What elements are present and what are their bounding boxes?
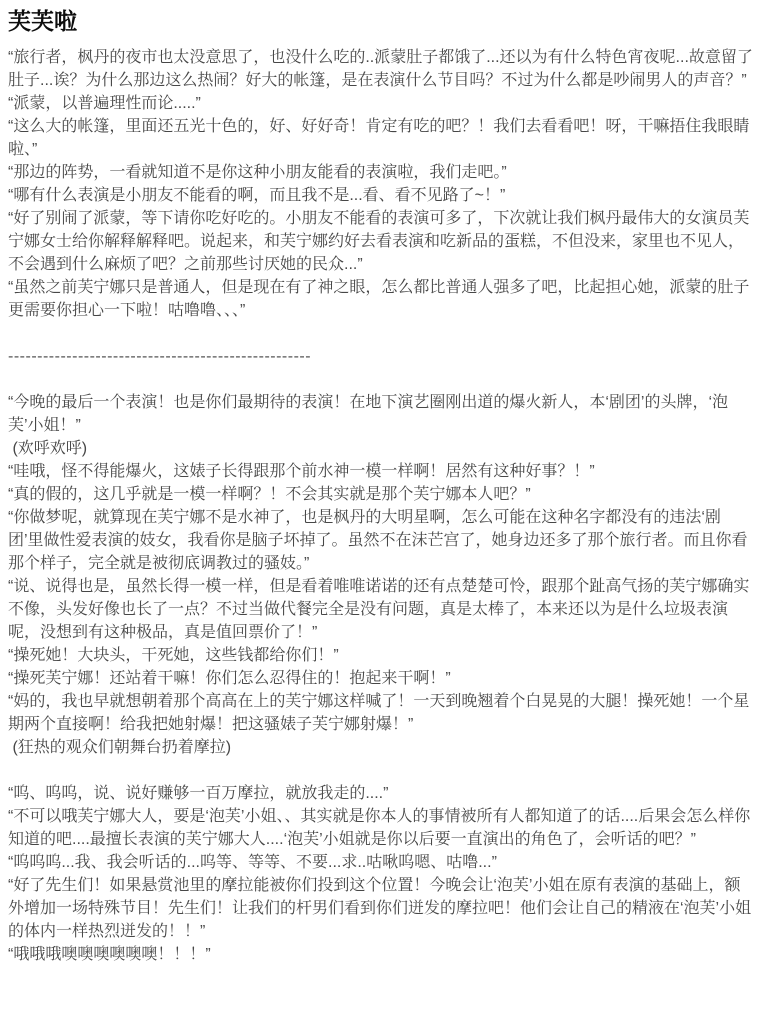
paragraph: “呜、呜呜，说、说好赚够一百万摩拉，就放我走的....” <box>8 785 389 802</box>
paragraph: “旅行者，枫丹的夜市也太没意思了，也没什么吃的..派蒙肚子都饿了...还以为有什么特色宵夜呢...故意留了肚子...诶？为什么那边这么热闹？好大的帐篷，是在表演什么节目吗？不过为什么都是吵闹男人的声音？” <box>8 49 753 89</box>
paragraph: “那边的阵势，一看就知道不是你这种小朋友能看的表演啦，我们走吧。” <box>8 164 507 181</box>
document-body <box>8 46 754 966</box>
blank-line <box>8 322 754 345</box>
blank-line <box>8 759 754 782</box>
paragraph: “呜呜呜...我、我会听话的...呜等、等等、不要...求..咕啾呜嗯、咕噜...” <box>8 854 497 871</box>
paragraph: “你做梦呢，就算现在芙宁娜不是水神了，也是枫丹的大明星啊，怎么可能在这种名字都没有的违法‘剧团’里做性爱表演的妓女，我看你是脑子坏掉了。虽然不在沫芒宫了，她身边还多了那个旅行者。而且你看那个样子，完全就是被彻底调教过的骚妓。” <box>8 509 748 572</box>
paragraph: “哦哦哦噢噢噢噢噢噢！！！” <box>8 946 211 963</box>
paragraph: “这么大的帐篷，里面还五光十色的，好、好好奇！肯定有吃的吧？！我们去看看吧！呀，干嘛捂住我眼睛啦、” <box>8 118 750 158</box>
paragraph: (欢呼欢呼) <box>8 440 88 457</box>
paragraph: “好了先生们！如果悬赏池里的摩拉能被你们投到这个位置！今晚会让‘泡芙’小姐在原有表演的基础上，额外增加一场特殊节目！先生们！让我们的杆男们看到你们迸发的摩拉吧！他们会让自己的精液在‘泡芙’小姐的体内一样热烈迸发的！！” <box>8 877 752 940</box>
page-title: 芙芙啦 <box>8 8 77 34</box>
paragraph: “今晚的最后一个表演！也是你们最期待的表演！在地下演艺圈刚出道的爆火新人，本‘剧团’的头牌，‘泡芙’小姐！” <box>8 394 728 434</box>
paragraph: “哇哦，怪不得能爆火，这婊子长得跟那个前水神一模一样啊！居然有这种好事？！” <box>8 463 595 480</box>
paragraph: “好了别闹了派蒙，等下请你吃好吃的。小朋友不能看的表演可多了，下次就让我们枫丹最伟大的女演员芙宁娜女士给你解释解释吧。说起来，和芙宁娜约好去看表演和吃新品的蛋糕，不但没来，家里也不见人，不会遇到什么麻烦了吧？之前那些讨厌她的民众...” <box>8 210 750 273</box>
paragraph: “妈的，我也早就想朝着那个高高在上的芙宁娜这样喊了！一天到晚翘着个白晃晃的大腿！操死她！一个星期两个直接啊！给我把她射爆！把这骚婊子芙宁娜射爆！” <box>8 693 750 733</box>
blank-line <box>8 368 754 391</box>
paragraph: “虽然之前芙宁娜只是普通人，但是现在有了神之眼，怎么都比普通人强多了吧，比起担心她，派蒙的肚子更需要你担心一下啦！咕噜噜、、、” <box>8 279 750 319</box>
paragraph: “说、说得也是，虽然长得一模一样，但是看着唯唯诺诺的还有点楚楚可怜，跟那个趾高气扬的芙宁娜确实不像，头发好像也长了一点？不过当做代餐完全是没有问题，真是太棒了，本来还以为是什么垃圾表演呢，没想到有这种极品，真是值回票价了！” <box>8 578 750 641</box>
paragraph: “真的假的，这几乎就是一模一样啊？！不会其实就是那个芙宁娜本人吧？” <box>8 486 531 503</box>
paragraph: “派蒙，以普遍理性而论.....” <box>8 95 201 112</box>
paragraph: “操死她！大块头，干死她，这些钱都给你们！” <box>8 647 339 664</box>
paragraph: “哪有什么表演是小朋友不能看的啊，而且我不是...看、看不见路了~！” <box>8 187 506 204</box>
paragraph: (狂热的观众们朝舞台扔着摩拉) <box>8 739 232 756</box>
paragraph: “操死芙宁娜！还站着干嘛！你们怎么忍得住的！抱起来干啊！” <box>8 670 451 687</box>
paragraph: “不可以哦芙宁娜大人，要是‘泡芙’小姐、、其实就是你本人的事情被所有人都知道了的话....后果会怎么样你知道的吧....最擅长表演的芙宁娜大人....‘泡芙’小姐就是你以后要一直演出的角色了，会听话的吧？” <box>8 808 751 848</box>
section-divider: ---------------------------------------------------- <box>8 348 312 365</box>
